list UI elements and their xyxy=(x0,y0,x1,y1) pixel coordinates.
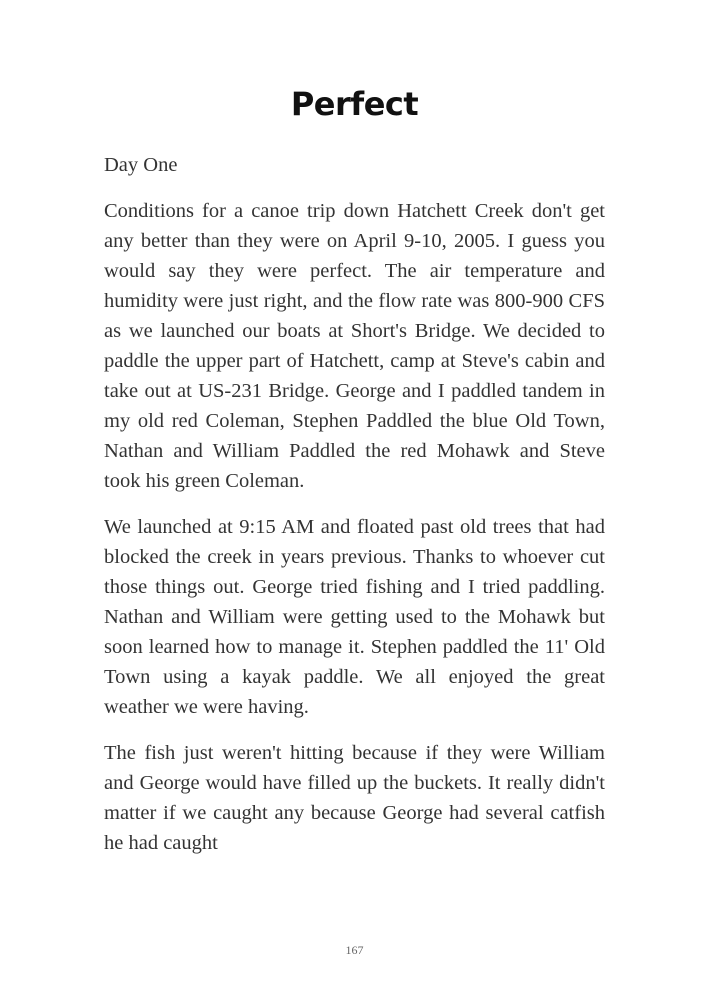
paragraph-1: Conditions for a canoe trip down Hatchett Creek don't get any better than they were on April 9-10, 2005. I guess you would say they were perfect. The air temperature and humidity were just right, and the flow rate was 800-900 CFS as we launched our boats at Short's Bridge. We decided to paddle the upper part of Hatchett, camp at Steve's cabin and take out at US-231 Bridge. George and I paddled tandem in my old red Coleman, Stephen Paddled the blue Old Town, Nathan and William Paddled the red Mohawk and Steve took his green Coleman. xyxy=(104,200,605,492)
page-number: 167 xyxy=(345,943,364,957)
paragraph-3: The fish just weren't hitting because if they were William and George would have filled up the buckets. It really didn't matter if we caught any because George had several catfish he had caught xyxy=(104,742,605,854)
chapter-title: Perfect xyxy=(290,85,419,123)
paragraph-2: We launched at 9:15 AM and floated past old trees that had blocked the creek in years previous. Thanks to whoever cut those things out. George tried fishing and I tried paddling. Nathan and William were getting used to the Mohawk but soon learned how to manage it. Stephen paddled the 11' Old Town using a kayak paddle. We all enjoyed the great weather we were having. xyxy=(104,516,605,718)
section-heading: Day One xyxy=(104,154,178,176)
text-clip-region xyxy=(0,150,709,922)
body-text xyxy=(104,150,605,874)
